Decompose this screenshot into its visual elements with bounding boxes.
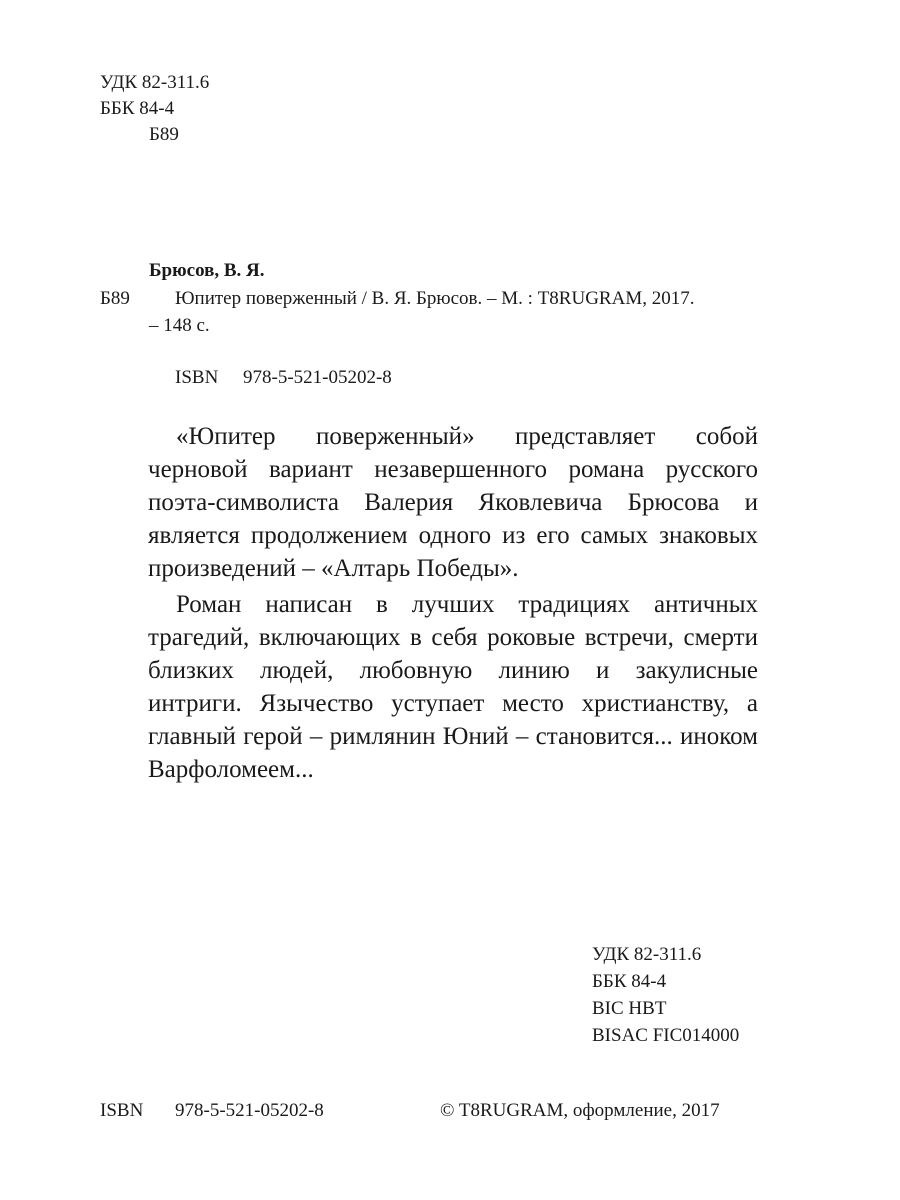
footer-isbn-label: ISBN	[100, 1100, 144, 1121]
udk-code-bottom: УДК 82-311.6	[592, 944, 702, 965]
footer-copyright: © T8RUGRAM, оформление, 2017	[440, 1100, 720, 1121]
bic-code: BIC HBT	[592, 998, 667, 1019]
biblio-isbn-label: ISBN	[175, 367, 219, 388]
bisac-code: BISAC FIC014000	[592, 1025, 740, 1046]
biblio-title-line: Юпитер поверженный / В. Я. Брюсов. – М. : T8RUGRAM, 2017.	[175, 288, 695, 309]
biblio-mark: Б89	[100, 288, 130, 309]
biblio-isbn: 978-5-521-05202-8	[243, 367, 392, 388]
biblio-pages-line: – 148 с.	[149, 315, 210, 336]
author-mark-top: Б89	[149, 124, 179, 145]
udk-code-top: УДК 82-311.6	[100, 72, 210, 93]
footer-isbn: 978-5-521-05202-8	[175, 1100, 324, 1121]
bbk-code-top: ББК 84-4	[100, 98, 175, 119]
annotation-paragraph-2: Роман написан в лучших традициях античных трагедий, включающих в себя роковые встречи, смерти близких людей, любовную линию и закулисные интриги. Язычество уступает место христианству, а главный герой – римлянин Юний – становится... иноком Варфоломеем...	[148, 591, 758, 783]
biblio-author: Брюсов, В. Я.	[149, 260, 265, 281]
bbk-code-bottom: ББК 84-4	[592, 971, 667, 992]
annotation-paragraph-1: «Юпитер поверженный» представляет собой черновой вариант незавершенного романа русского поэта-символиста Валерия Яковлевича Брюсова и является продолжением одного из его самых знаковых произведений – «Алтарь Победы».	[148, 423, 758, 582]
